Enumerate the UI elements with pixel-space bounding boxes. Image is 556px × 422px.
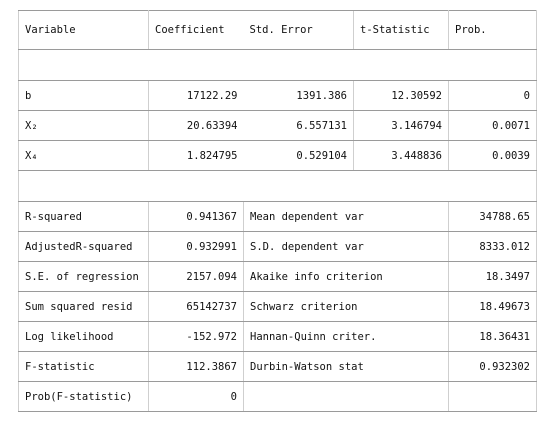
stats-row	[19, 322, 537, 352]
stat-label-right	[244, 382, 449, 412]
stat-label-right: Mean dependent var	[244, 202, 449, 232]
stats-row	[19, 232, 537, 262]
coef-t-statistic: 12.30592	[354, 81, 449, 111]
coef-prob: 0.0071	[449, 111, 537, 141]
regression-output-table	[18, 10, 537, 412]
stat-value-left: 0.932991	[149, 232, 244, 262]
coef-std-error: 0.529104	[244, 141, 354, 171]
stats-row	[19, 292, 537, 322]
stats-row	[19, 382, 537, 412]
stat-value-left: 112.3867	[149, 352, 244, 382]
coef-variable: X₄	[19, 141, 149, 171]
stat-label-left: R-squared	[19, 202, 149, 232]
header-prob: Prob.	[449, 11, 537, 50]
stat-label-left: S.E. of regression	[19, 262, 149, 292]
coef-row	[19, 111, 537, 141]
stat-label-left: AdjustedR-squared	[19, 232, 149, 262]
stat-value-left: 0.941367	[149, 202, 244, 232]
stat-label-left: Log likelihood	[19, 322, 149, 352]
stat-value-right: 8333.012	[449, 232, 537, 262]
coef-variable: b	[19, 81, 149, 111]
spacer-row	[19, 50, 537, 81]
stat-label-left: Prob(F-statistic)	[19, 382, 149, 412]
stat-value-right: 18.49673	[449, 292, 537, 322]
stat-value-left: 2157.094	[149, 262, 244, 292]
stat-value-right	[449, 382, 537, 412]
coef-row	[19, 81, 537, 111]
stat-value-right: 18.36431	[449, 322, 537, 352]
stat-value-right: 18.3497	[449, 262, 537, 292]
header-coefficient: Coefficient	[149, 11, 244, 50]
coef-coefficient: 1.824795	[149, 141, 244, 171]
coef-coefficient: 17122.29	[149, 81, 244, 111]
coef-coefficient: 20.63394	[149, 111, 244, 141]
stat-value-left: -152.972	[149, 322, 244, 352]
stat-label-right: Akaike info criterion	[244, 262, 449, 292]
stat-label-right: Schwarz criterion	[244, 292, 449, 322]
stat-value-left: 0	[149, 382, 244, 412]
header-t-statistic: t-Statistic	[354, 11, 449, 50]
stat-label-right: Hannan-Quinn criter.	[244, 322, 449, 352]
stat-value-left: 65142737	[149, 292, 244, 322]
header-variable: Variable	[19, 11, 149, 50]
spacer-row	[19, 171, 537, 202]
stat-label-right: S.D. dependent var	[244, 232, 449, 262]
coef-prob: 0	[449, 81, 537, 111]
coef-variable: X₂	[19, 111, 149, 141]
coef-row	[19, 141, 537, 171]
coef-t-statistic: 3.146794	[354, 111, 449, 141]
header-std-error: Std. Error	[244, 11, 354, 50]
coef-t-statistic: 3.448836	[354, 141, 449, 171]
coef-std-error: 6.557131	[244, 111, 354, 141]
stats-row	[19, 262, 537, 292]
header-row	[19, 11, 537, 50]
stat-label-left: F-statistic	[19, 352, 149, 382]
stats-row	[19, 202, 537, 232]
stats-row	[19, 352, 537, 382]
stat-value-right: 34788.65	[449, 202, 537, 232]
stat-label-left: Sum squared resid	[19, 292, 149, 322]
coef-prob: 0.0039	[449, 141, 537, 171]
stat-value-right: 0.932302	[449, 352, 537, 382]
coef-std-error: 1391.386	[244, 81, 354, 111]
stat-label-right: Durbin-Watson stat	[244, 352, 449, 382]
